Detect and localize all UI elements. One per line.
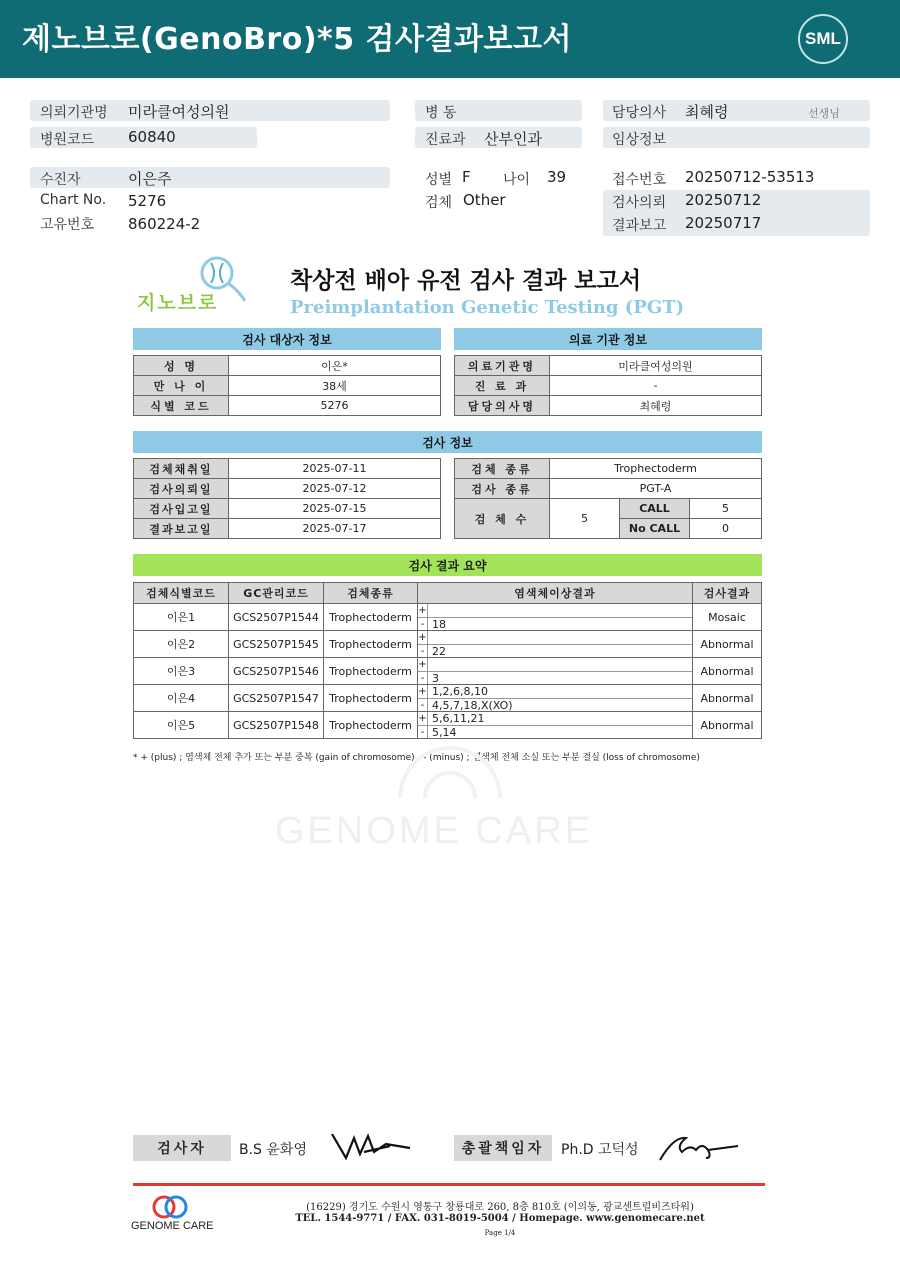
- inst-dept-value: -: [550, 376, 762, 396]
- director-value: Ph.D 고덕성: [561, 1142, 639, 1158]
- hospital-code-label: 병원코드: [40, 132, 95, 148]
- genobro-logo-text: 지노브로: [137, 292, 219, 314]
- patient-box: [30, 167, 390, 188]
- col-chromosome: 염색체이상결과: [418, 583, 693, 604]
- plus-sign: +: [418, 605, 427, 616]
- sex-value: F: [462, 168, 471, 186]
- plus-sign: +: [418, 713, 427, 724]
- table-row: [134, 712, 762, 739]
- minus-sign: -: [418, 726, 428, 738]
- count-key: 검 체 수: [455, 499, 550, 539]
- test-type-table: [454, 458, 762, 539]
- age-value: 39: [547, 168, 567, 186]
- doctor-value: 최혜령: [685, 103, 729, 121]
- tester-signature-icon: [330, 1128, 412, 1164]
- row-minus: 4,5,7,18,X(XO): [432, 699, 513, 712]
- institution-value: 미라클여성의원: [128, 103, 230, 121]
- report-title: 착상전 배아 유전 검사 결과 보고서: [290, 268, 642, 294]
- report-date-value: 2025-07-17: [229, 519, 441, 539]
- legend-note: * + (plus) ; 염색체 전체 추가 또는 부분 중복 (gain of chromosome) , - (minus) ; 염색체 전체 소실 또는 부분 결실 (loss of chromosome): [133, 753, 700, 763]
- request-date-value: 2025-07-12: [229, 479, 441, 499]
- row-gc: GCS2507P1547: [229, 685, 324, 712]
- page-title: 제노브로(GenoBro)*5 검사결과보고서: [22, 22, 572, 57]
- row-chromosome: [418, 712, 693, 739]
- plus-sign: +: [418, 686, 427, 697]
- summary-header: 검사 결과 요약: [133, 554, 762, 576]
- row-chromosome: [418, 685, 693, 712]
- chart-label: Chart No.: [40, 192, 107, 208]
- report-subtitle: Preimplantation Genetic Testing (PGT): [290, 297, 685, 318]
- collect-date-key: 검체채취일: [134, 459, 229, 479]
- watermark-text: GENOME CARE: [275, 810, 594, 852]
- row-plus: 5,6,11,21: [432, 712, 485, 725]
- inst-dept-key: 진 료 과: [455, 376, 550, 396]
- minus-sign: -: [418, 672, 428, 684]
- sex-label: 성별: [425, 172, 453, 188]
- plus-sign: +: [418, 659, 427, 670]
- nocall-value: 0: [690, 519, 762, 539]
- row-type: Trophectoderm: [324, 604, 418, 631]
- row-minus: 22: [432, 645, 446, 658]
- row-chromosome: [418, 631, 693, 658]
- inst-doctor-key: 담당의사명: [455, 396, 550, 416]
- receive-date-key: 검사입고일: [134, 499, 229, 519]
- page-number: Page 1/4: [484, 1229, 516, 1237]
- table-row: [134, 631, 762, 658]
- row-id: 이은4: [134, 685, 229, 712]
- doctor-suffix: 선생님: [808, 107, 840, 120]
- genome-care-logo-icon: [150, 1192, 190, 1222]
- sml-logo: [798, 14, 848, 64]
- row-result: Abnormal: [693, 631, 762, 658]
- inst-name-value: 미라클여성의원: [550, 356, 762, 376]
- col-specimen-type: 검체종류: [324, 583, 418, 604]
- row-type: Trophectoderm: [324, 658, 418, 685]
- row-id: 이은2: [134, 631, 229, 658]
- summary-table: [133, 582, 762, 739]
- row-minus: 5,14: [432, 726, 457, 739]
- row-id: 이은1: [134, 604, 229, 631]
- institution-table: [454, 355, 762, 416]
- col-gc-code: GC관리코드: [229, 583, 324, 604]
- row-gc: GCS2507P1546: [229, 658, 324, 685]
- patient-value: 이은주: [128, 170, 172, 188]
- row-id: 이은5: [134, 712, 229, 739]
- subject-id-key: 식별 코드: [134, 396, 229, 416]
- ward-label: 병 동: [425, 105, 457, 121]
- table-row: [134, 685, 762, 712]
- request-value: 20250712: [685, 191, 762, 209]
- row-plus: [428, 658, 432, 671]
- subject-header: 검사 대상자 정보: [133, 328, 441, 350]
- footer-address: (16229) 경기도 수원시 영통구 창룡대로 260, 8층 810호 (이의동, 광교센트럴비즈타워): [306, 1202, 694, 1213]
- col-specimen-id: 검체식별코드: [134, 583, 229, 604]
- specimen-label: 검체: [425, 195, 453, 211]
- report-label: 결과보고: [612, 218, 667, 234]
- institution-header: 의료 기관 정보: [454, 328, 762, 350]
- row-minus: 3: [432, 672, 439, 685]
- subject-table: [133, 355, 441, 416]
- collect-date-value: 2025-07-11: [229, 459, 441, 479]
- row-result: Abnormal: [693, 712, 762, 739]
- minus-sign: -: [418, 645, 428, 657]
- clinical-label: 임상정보: [612, 132, 667, 148]
- row-plus: [428, 631, 432, 644]
- nocall-key: No CALL: [620, 519, 690, 539]
- row-gc: GCS2507P1548: [229, 712, 324, 739]
- row-id: 이은3: [134, 658, 229, 685]
- row-gc: GCS2507P1544: [229, 604, 324, 631]
- receive-date-value: 2025-07-15: [229, 499, 441, 519]
- test-dates-table: [133, 458, 441, 539]
- inst-doctor-value: 최혜령: [550, 396, 762, 416]
- row-chromosome: [418, 658, 693, 685]
- test-info-header: 검사 정보: [133, 431, 762, 453]
- call-key: CALL: [620, 499, 690, 519]
- row-gc: GCS2507P1545: [229, 631, 324, 658]
- count-value: 5: [550, 499, 620, 539]
- dept-value: 산부인과: [484, 130, 542, 148]
- patient-label: 수진자: [40, 172, 81, 188]
- test-type-key: 검사 종류: [455, 479, 550, 499]
- unique-value: 860224-2: [128, 215, 201, 233]
- genome-care-logo-text: GENOME CARE: [131, 1220, 214, 1232]
- header-bar: [0, 0, 900, 78]
- inst-name-key: 의료기관명: [455, 356, 550, 376]
- footer-divider: [133, 1183, 765, 1186]
- hospital-code-value: 60840: [128, 128, 176, 146]
- row-type: Trophectoderm: [324, 712, 418, 739]
- table-row: [134, 604, 762, 631]
- institution-label: 의뢰기관명: [40, 105, 108, 121]
- subject-name-key: 성 명: [134, 356, 229, 376]
- doctor-label: 담당의사: [612, 105, 667, 121]
- subject-age-key: 만 나 이: [134, 376, 229, 396]
- row-result: Mosaic: [693, 604, 762, 631]
- test-type-value: PGT-A: [550, 479, 762, 499]
- row-plus: 1,2,6,8,10: [432, 685, 488, 698]
- specimen-type-value: Trophectoderm: [550, 459, 762, 479]
- receipt-label: 접수번호: [612, 172, 667, 188]
- watermark-logo-icon: [390, 738, 510, 798]
- row-plus: [428, 604, 432, 617]
- chart-value: 5276: [128, 192, 167, 210]
- dept-label: 진료과: [425, 132, 466, 148]
- sml-logo-text: SML: [805, 29, 841, 48]
- tester-value: B.S 윤화영: [239, 1142, 307, 1158]
- col-result: 검사결과: [693, 583, 762, 604]
- minus-sign: -: [418, 699, 428, 711]
- director-signature-icon: [656, 1128, 740, 1164]
- row-type: Trophectoderm: [324, 685, 418, 712]
- minus-sign: -: [418, 618, 428, 630]
- row-result: Abnormal: [693, 658, 762, 685]
- plus-sign: +: [418, 632, 427, 643]
- unique-label: 고유번호: [40, 217, 95, 233]
- call-value: 5: [690, 499, 762, 519]
- tester-label: 검사자: [133, 1135, 231, 1161]
- row-minus: 18: [432, 618, 446, 631]
- request-date-key: 검사의뢰일: [134, 479, 229, 499]
- specimen-type-key: 검체 종류: [455, 459, 550, 479]
- row-result: Abnormal: [693, 685, 762, 712]
- receipt-value: 20250712-53513: [685, 168, 815, 186]
- request-label: 검사의뢰: [612, 195, 667, 211]
- row-type: Trophectoderm: [324, 631, 418, 658]
- report-value: 20250717: [685, 214, 762, 232]
- subject-name-value: 이은*: [229, 356, 441, 376]
- footer-contact: TEL. 1544-9771 / FAX. 031-8019-5004 / Homepage. www.genomecare.net: [295, 1213, 705, 1224]
- director-label: 총괄책임자: [454, 1135, 552, 1161]
- table-row: [134, 658, 762, 685]
- subject-age-value: 38세: [229, 376, 441, 396]
- age-label: 나이: [503, 172, 531, 188]
- row-chromosome: [418, 604, 693, 631]
- specimen-value: Other: [463, 191, 506, 209]
- report-date-key: 결과보고일: [134, 519, 229, 539]
- subject-id-value: 5276: [229, 396, 441, 416]
